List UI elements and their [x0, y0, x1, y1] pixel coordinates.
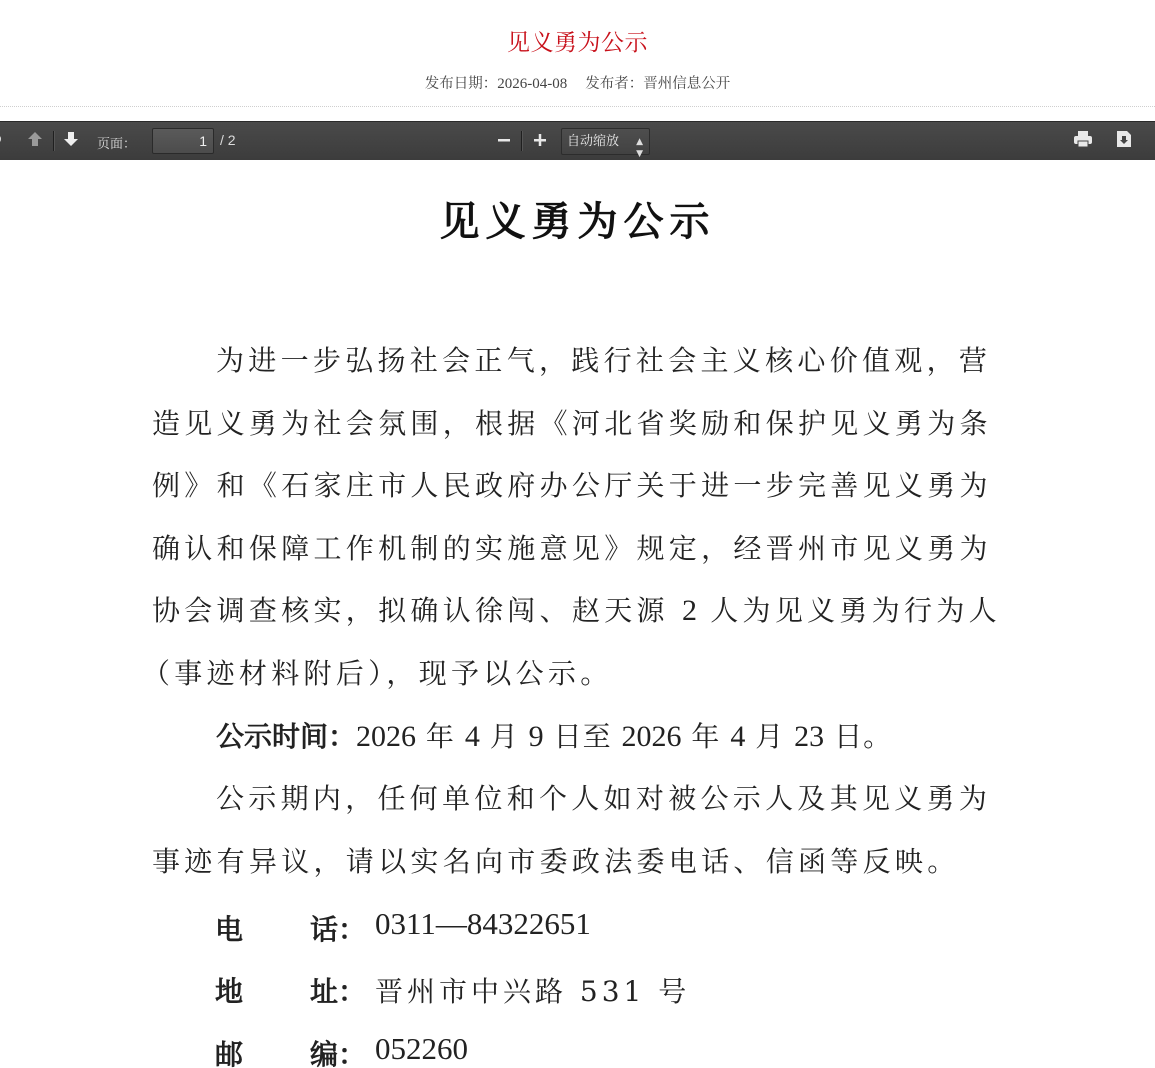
page-number-input[interactable]: 1: [152, 128, 214, 154]
text-line: [152, 768, 992, 831]
sidebar-toggle-button[interactable]: [0, 122, 8, 160]
article-title: 见义勇为公示: [507, 30, 648, 56]
end-day: 23: [794, 720, 825, 753]
day-to-char: 日至: [553, 720, 612, 753]
contact-key: 邮: [215, 1038, 244, 1068]
start-year: 2026: [356, 720, 417, 753]
contact-key: 地: [215, 975, 244, 1008]
year-char: 年: [691, 720, 721, 753]
sidebar-toggle-icon: [0, 131, 6, 151]
text-line: （事迹材料附后），现予以公示。: [142, 656, 613, 690]
pdf-toolbar: [0, 121, 1155, 160]
arrow-up-icon: [27, 131, 43, 151]
contact-value: 0311—84322651: [375, 906, 591, 941]
notice-time-line: [152, 706, 982, 769]
text-line: [152, 330, 992, 393]
publish-date-value: 2026-04-08: [497, 76, 568, 92]
select-arrows-icon: ▲ ▼: [636, 137, 643, 159]
previous-page-button[interactable]: [22, 122, 48, 160]
plus-icon: [533, 132, 547, 151]
text-line-content: 为进一步弘扬社会正气，践行社会主义核心价值观，营: [216, 344, 992, 377]
download-icon: [1116, 130, 1132, 152]
contact-key: 话：: [310, 913, 367, 946]
print-button[interactable]: [1070, 122, 1096, 160]
text-line: 例》和《石家庄市人民政府办公厅关于进一步完善见义勇为: [152, 469, 992, 502]
publisher-label: 发布者：: [585, 76, 644, 92]
article-header: [0, 0, 1155, 108]
minus-icon: [497, 132, 511, 151]
year-char: 年: [425, 720, 455, 753]
document-title: 见义勇为公示: [439, 199, 716, 245]
text-line: [152, 580, 1001, 643]
text-line-content: 协会调查核实，拟确认徐闯、赵天源: [152, 594, 669, 627]
month-char: 月: [489, 720, 519, 753]
text-line: 事迹有异议，请以实名向市委政法委电话、信函等反映。: [152, 844, 960, 878]
zoom-level-value: 自动缩放: [567, 134, 620, 149]
article-meta: [0, 72, 1155, 93]
contact-key: 编：: [310, 1038, 367, 1068]
month-char: 月: [755, 720, 785, 753]
header-divider: [0, 106, 1155, 107]
zoom-level-select[interactable]: [561, 128, 650, 159]
text-line: 造见义勇为社会氛围，根据《河北省奖励和保护见义勇为条: [152, 406, 992, 440]
publish-date-label: 发布日期：: [424, 76, 498, 92]
text-line-content: 人为见义勇为行为人: [710, 594, 1001, 627]
publisher-value: 晋州信息公开: [643, 76, 731, 92]
text-line: 确认和保障工作机制的实施意见》规定，经晋州市见义勇为: [152, 531, 992, 565]
page-total: / 2: [220, 132, 236, 148]
start-day: 9: [528, 720, 544, 753]
paragraph-intro: [142, 330, 1001, 705]
contact-key: 址：: [310, 975, 367, 1008]
zoom-out-button[interactable]: [492, 122, 516, 160]
printer-icon: [1073, 130, 1093, 152]
end-year: 2026: [621, 720, 682, 753]
pdf-page: [0, 160, 1155, 1068]
start-month: 4: [464, 720, 480, 753]
text-line-content: 公示期内，任何单位和个人如对被公示人及其见义勇为: [216, 782, 992, 815]
page-label: 页面：: [97, 137, 137, 152]
notice-time: [152, 706, 982, 769]
end-month: 4: [730, 720, 746, 753]
person-count: 2: [682, 594, 698, 627]
contact-value: 晋州市中兴路 531 号: [375, 975, 691, 1008]
next-page-button[interactable]: [58, 122, 84, 160]
contact-key: 电: [215, 913, 244, 946]
end-char: 日。: [834, 720, 893, 753]
contact-value: 052260: [375, 1031, 468, 1066]
zoom-in-button[interactable]: [528, 122, 552, 160]
download-button[interactable]: [1112, 122, 1136, 160]
notice-time-label: 公示时间：: [216, 720, 357, 753]
paragraph-objection: [152, 768, 992, 893]
arrow-down-icon: [63, 131, 79, 151]
